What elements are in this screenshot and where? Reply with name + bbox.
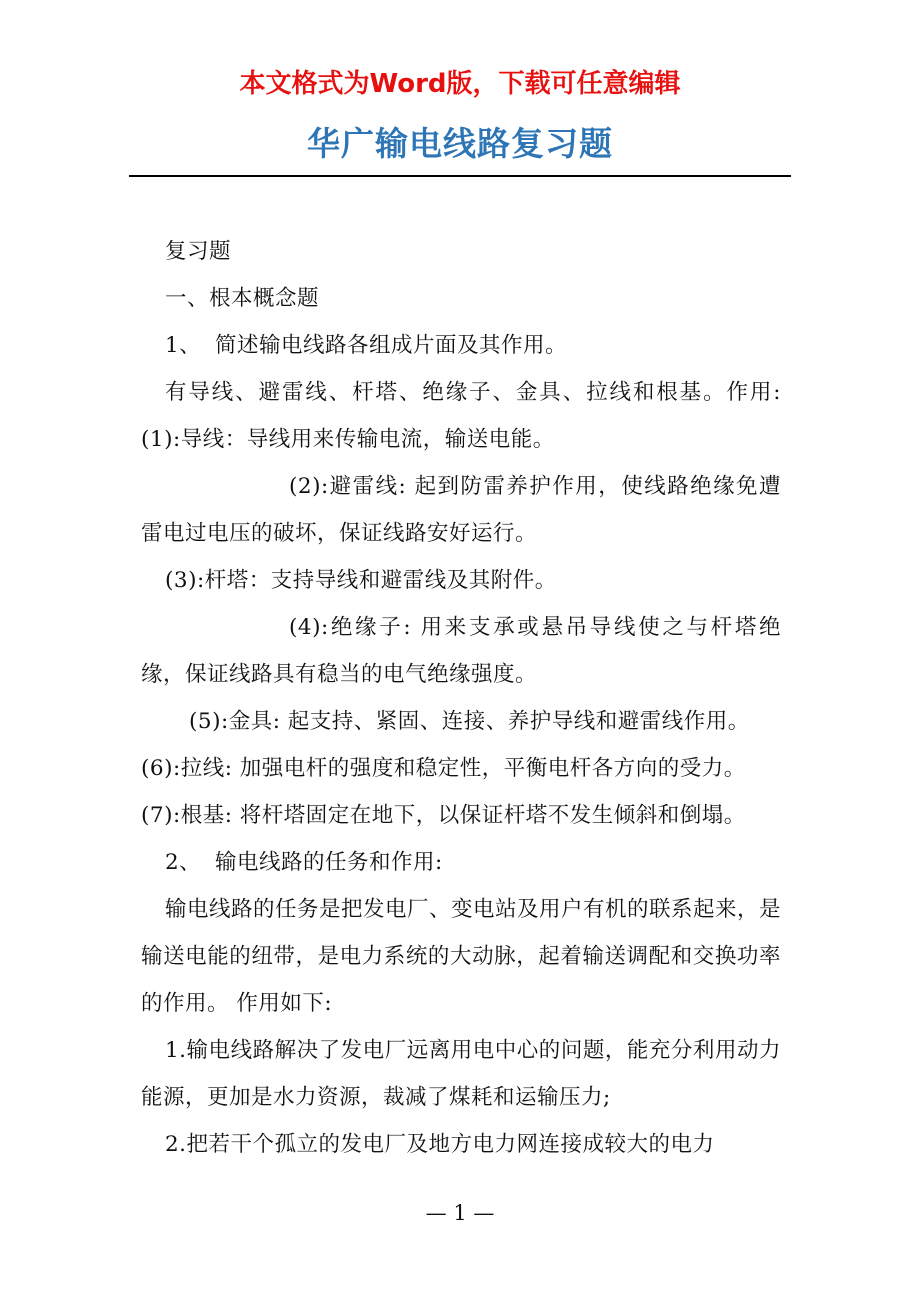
download-banner: 本文格式为Word版，下载可任意编辑 (239, 69, 681, 99)
answer-1-intro: 有导线、避雷线、杆塔、绝缘子、金具、拉线和根基。作用: (1):导线：导线用来传输电流，输送电能。 (141, 380, 781, 452)
answer-1-item-3: (3):杆塔：支持导线和避雷线及其附件。 (165, 568, 557, 593)
question-1-number: 1、 (165, 333, 202, 358)
section-heading-basic-concepts: 一、根本概念题 (165, 286, 320, 311)
question-1 (141, 322, 781, 369)
answer-2-intro: 输电线路的任务是把发电厂、变电站及用户有机的联系起来，是输送电能的纽带，是电力系统的大动脉，起着输送调配和交换功率的作用。 作用如下: (141, 897, 782, 1016)
answer-2-point-2: 2.把若干个孤立的发电厂及地方电力网连接成较大的电力 (165, 1132, 715, 1157)
answer-1-item-4: (4):绝缘子: 用来支承或悬吊导线使之与杆塔绝缘，保证线路具有稳当的电气绝缘强度。 (141, 615, 781, 687)
answer-1-item-5: (5):金具: 起支持、紧固、连接、养护导线和避雷线作用。 (189, 709, 750, 734)
page-number: — 1 — (425, 1201, 495, 1225)
answer-2-point-1: 1.输电线路解决了发电厂远离用电中心的问题，能充分利用动力能源，更加是水力资源，裁减了煤耗和运输压力; (141, 1038, 781, 1110)
title-divider (129, 175, 791, 177)
heading-review: 复习题 (165, 239, 232, 264)
question-2-number: 2、 (165, 850, 202, 875)
document-title: 华广输电线路复习题 (307, 124, 613, 163)
question-1-text: 简述输电线路各组成片面及其作用。 (215, 333, 568, 358)
answer-1-item-7: (7):根基: 将杆塔固定在地下，以保证杆塔不发生倾斜和倒塌。 (141, 803, 746, 828)
question-2 (141, 839, 781, 886)
answer-1-item-2: (2):避雷线: 起到防雷养护作用，使线路绝缘免遭雷电过电压的破坏，保证线路安好运行。 (141, 474, 781, 546)
answer-1-item-6: (6):拉线: 加强电杆的强度和稳定性，平衡电杆各方向的受力。 (141, 756, 746, 781)
question-2-text: 输电线路的任务和作用: (215, 850, 443, 875)
document-body (141, 228, 781, 1168)
